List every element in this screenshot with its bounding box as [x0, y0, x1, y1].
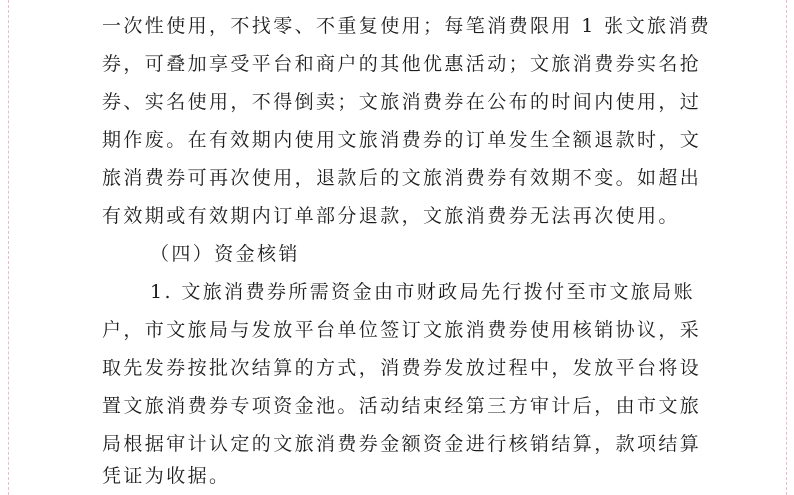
paragraph-line: 券，可叠加享受平台和商户的其他优惠活动；文旅消费券实名抢 [102, 53, 702, 75]
paragraph-line: 1. 文旅消费券所需资金由市财政局先行拨付至市文旅局账 [150, 281, 695, 303]
paragraph-line: 一次性使用，不找零、不重复使用；每笔消费限用 1 张文旅消费 [102, 15, 712, 37]
paragraph-line: 置文旅消费券专项资金池。活动结束经第三方审计后，由市文旅 [102, 395, 702, 417]
paragraph-line: 局根据审计认定的文旅消费券金额资金进行核销结算，款项结算 [102, 433, 702, 455]
left-margin-guide [8, 0, 9, 495]
section-heading: （四）资金核销 [150, 243, 300, 265]
paragraph-line: 取先发券按批次结算的方式，消费券发放过程中，发放平台将设 [102, 357, 702, 379]
paragraph-line: 券、实名使用，不得倒卖；文旅消费券在公布的时间内使用，过 [102, 91, 702, 113]
paragraph-line: 户，市文旅局与发放平台单位签订文旅消费券使用核销协议，采 [102, 319, 702, 341]
paragraph-line: 期作废。在有效期内使用文旅消费券的订单发生全额退款时，文 [102, 129, 702, 151]
paragraph-line: 旅消费券可再次使用，退款后的文旅消费券有效期不变。如超出 [102, 167, 702, 189]
paragraph-line: 有效期或有效期内订单部分退款，文旅消费券无法再次使用。 [102, 205, 680, 227]
right-margin-guide [786, 0, 787, 495]
paragraph-line: 凭证为收据。 [102, 465, 231, 487]
